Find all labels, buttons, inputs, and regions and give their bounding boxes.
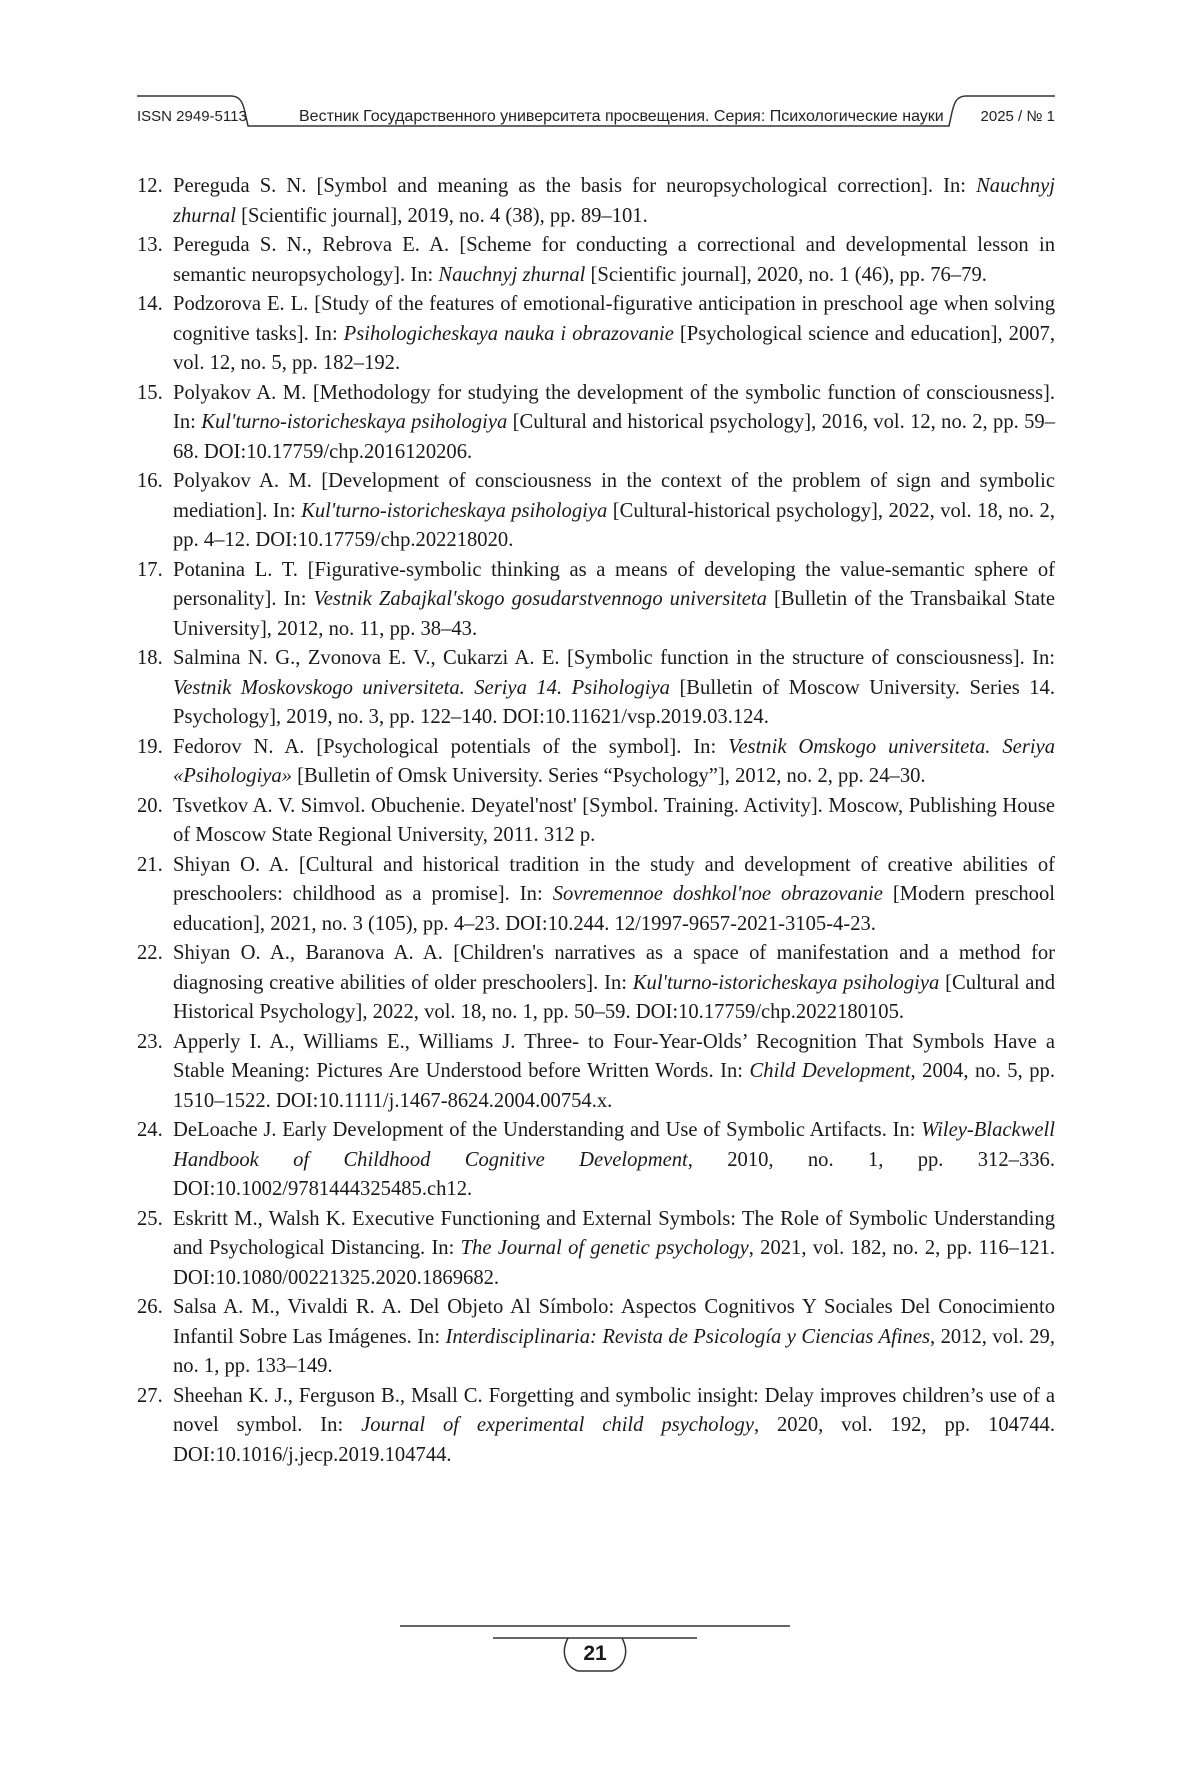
reference-text: Shiyan O. A. [Cultural and historical tradition in the study and development of creative abilities of preschoolers: childhood as a promise]. In: <box>173 853 1055 905</box>
reference-item <box>137 1205 1055 1294</box>
reference-text: [Cultural and Historical Psychology], 2022, vol. 18, no. 1, pp. 50–59. DOI:10.17759/chp.2022180105. <box>173 971 1055 1023</box>
issn-label: ISSN 2949-5113 <box>137 108 247 125</box>
reference-source-title: Vestnik Omskogo universiteta. Seriya «Psihologiya» <box>173 735 1055 787</box>
reference-text: [Cultural-historical psychology], 2022, vol. 18, no. 2, pp. 4–12. DOI:10.17759/chp.202218020. <box>173 499 1055 551</box>
reference-text: Salsa A. M., Vivaldi R. A. Del Objeto Al Símbolo: Aspectos Cognitivos Y Sociales Del Conocimiento Infantil Sobre Las Imágenes. In: <box>173 1296 1055 1348</box>
reference-item <box>137 556 1055 645</box>
reference-text: DeLoache J. Early Development of the Understanding and Use of Symbolic Artifacts. In: <box>173 1119 922 1141</box>
page-number: 21 <box>583 1642 607 1665</box>
reference-source-title: The Journal of genetic psychology <box>460 1237 749 1259</box>
reference-text: Tsvetkov A. V. Simvol. Obuchenie. Deyatel'nost' [Symbol. Training. Activity]. Moscow, Publishing House of Moscow State Regional University, 2011. 312 p. <box>173 794 1055 846</box>
reference-text: , 2020, vol. 192, pp. 104744. DOI:10.1016/j.jecp.2019.104744. <box>173 1414 1056 1466</box>
reference-item <box>137 792 1055 851</box>
reference-text: Pereguda S. N., Rebrova E. A. [Scheme for conducting a correctional and developmental lesson in semantic neuropsychology]. In: <box>173 234 1055 286</box>
reference-text: Shiyan O. A., Baranova A. A. [Children's narratives as a space of manifestation and a method for diagnosing creative abilities of older preschoolers]. In: <box>173 942 1055 994</box>
reference-number: 25. <box>137 1207 163 1230</box>
reference-text: Eskritt M., Walsh K. Executive Functioning and External Symbols: The Role of Symbolic Understanding and Psychological Distancing. In: <box>173 1207 1055 1259</box>
page-footer <box>400 1625 790 1685</box>
reference-text: Potanina L. T. [Figurative-symbolic thinking as a means of developing the value-semantic sphere of personality]. In: <box>173 558 1055 610</box>
reference-source-title: Interdisciplinaria: Revista de Psicología y Ciencias Afines <box>445 1325 930 1348</box>
reference-text: Apperly I. A., Williams E., Williams J. Three- to Four-Year-Olds’ Recognition That Symbols Have a Stable Meaning: Pictures Are Understood before Written Words. In: <box>173 1030 1055 1082</box>
reference-number: 26. <box>137 1296 163 1318</box>
reference-item <box>137 1116 1055 1205</box>
reference-number: 12. <box>137 175 163 197</box>
reference-text: [Modern preschool education], 2021, no. 3 (105), pp. 4–23. DOI:10.244. 12/1997-9657-2021-3105-4-23. <box>173 883 1055 935</box>
reference-number: 15. <box>137 381 163 404</box>
reference-source-title: Journal of experimental child psychology <box>361 1414 754 1436</box>
reference-text: Salmina N. G., Zvonova E. V., Cukarzi A. E. [Symbolic function in the structure of consciousness]. In: <box>173 647 1055 669</box>
reference-number: 14. <box>137 293 163 315</box>
reference-text: , 2021, vol. 182, no. 2, pp. 116–121. DOI:10.1080/00221325.2020.1869682. <box>173 1237 1055 1289</box>
reference-text: , 2012, vol. 29, no. 1, pp. 133–149. <box>173 1325 1055 1377</box>
reference-text: Polyakov A. M. [Development of consciousness in the context of the problem of sign and symbolic mediation]. In: <box>173 470 1055 522</box>
reference-number: 18. <box>137 647 163 669</box>
reference-number: 21. <box>137 853 163 876</box>
reference-source-title: Child Development, <box>749 1060 916 1082</box>
reference-item <box>137 1028 1055 1117</box>
reference-list <box>137 172 1055 1470</box>
reference-text: 2004, no. 5, pp. 1510–1522. DOI:10.1111/j.1467-8624.2004.00754.x. <box>173 1060 1056 1112</box>
reference-text: [Psychological science and education], 2007, vol. 12, no. 5, pp. 182–192. <box>173 322 1055 374</box>
reference-text: [Bulletin of Omsk University. Series “Psychology”], 2012, no. 2, pp. 24–30. <box>291 765 926 787</box>
journal-title: Вестник Государственного университета просвещения. Серия: Психологические науки <box>299 108 944 125</box>
reference-source-title: Wiley-Blackwell Handbook of Childhood Cognitive Development <box>173 1119 1055 1171</box>
reference-source-title: Sovremennoe doshkol'noe obrazovanie <box>552 883 883 905</box>
reference-item <box>137 733 1055 792</box>
reference-number: 17. <box>137 558 163 581</box>
reference-text: Podzorova E. L. [Study of the features of emotional-figurative anticipation in preschool age when solving cognitive tasks]. In: <box>173 293 1055 345</box>
reference-text: Fedorov N. A. [Psychological potentials of the symbol]. In: <box>173 735 729 758</box>
reference-item <box>137 1382 1055 1471</box>
reference-source-title: Vestnik Moskovskogo universiteta. Seriya 14. Psihologiya <box>173 676 670 699</box>
page-header <box>137 92 1055 140</box>
reference-text: [Scientific journal], 2019, no. 4 (38), pp. 89–101. <box>235 204 648 227</box>
reference-source-title: Psihologicheskaya nauka i obrazovanie <box>343 322 674 345</box>
reference-item <box>137 939 1055 1028</box>
reference-item <box>137 172 1055 231</box>
reference-number: 19. <box>137 735 163 758</box>
reference-source-title: Kul'turno-istoricheskaya psihologiya <box>301 499 608 522</box>
reference-text: Pereguda S. N. [Symbol and meaning as the basis for neuropsychological correction]. In: <box>173 175 977 197</box>
reference-number: 22. <box>137 942 163 964</box>
reference-text: [Scientific journal], 2020, no. 1 (46), pp. 76–79. <box>585 263 987 286</box>
reference-item <box>137 379 1055 468</box>
reference-number: 23. <box>137 1030 163 1053</box>
reference-item <box>137 644 1055 733</box>
reference-text: Sheehan K. J., Ferguson B., Msall C. Forgetting and symbolic insight: Delay improves children’s use of a novel symbol. In: <box>173 1384 1055 1436</box>
reference-item <box>137 851 1055 940</box>
issue-label: 2025 / № 1 <box>980 108 1055 125</box>
reference-number: 13. <box>137 234 163 256</box>
reference-number: 27. <box>137 1384 163 1407</box>
reference-source-title: Nauchnyj zhurnal <box>173 175 1055 227</box>
reference-source-title: Kul'turno-istoricheskaya psihologiya <box>201 411 508 433</box>
reference-text: [Cultural and historical psychology], 2016, vol. 12, no. 2, pp. 59–68. DOI:10.17759/chp.2016120206. <box>173 411 1055 463</box>
reference-number: 20. <box>137 794 163 817</box>
reference-source-title: Nauchnyj zhurnal <box>438 263 586 286</box>
reference-source-title: Kul'turno-istoricheskaya psihologiya <box>632 971 940 994</box>
reference-number: 24. <box>137 1119 163 1141</box>
reference-text: [Bulletin of the Transbaikal State University], 2012, no. 11, pp. 38–43. <box>173 588 1055 640</box>
reference-number: 16. <box>137 470 163 492</box>
reference-text: Polyakov A. M. [Methodology for studying the development of the symbolic function of consciousness]. In: <box>173 381 1055 433</box>
reference-text: [Bulletin of Moscow University. Series 14. Psychology], 2019, no. 3, pp. 122–140. DOI:10.11621/vsp.2019.03.124. <box>173 676 1056 728</box>
reference-item <box>137 1293 1055 1382</box>
reference-item <box>137 231 1055 290</box>
reference-item <box>137 467 1055 556</box>
reference-source-title: Vestnik Zabajkal'skogo gosudarstvennogo universiteta <box>313 588 767 610</box>
reference-text: , 2010, no. 1, pp. 312–336. DOI:10.1002/9781444325485.ch12. <box>173 1148 1055 1200</box>
reference-item <box>137 290 1055 379</box>
